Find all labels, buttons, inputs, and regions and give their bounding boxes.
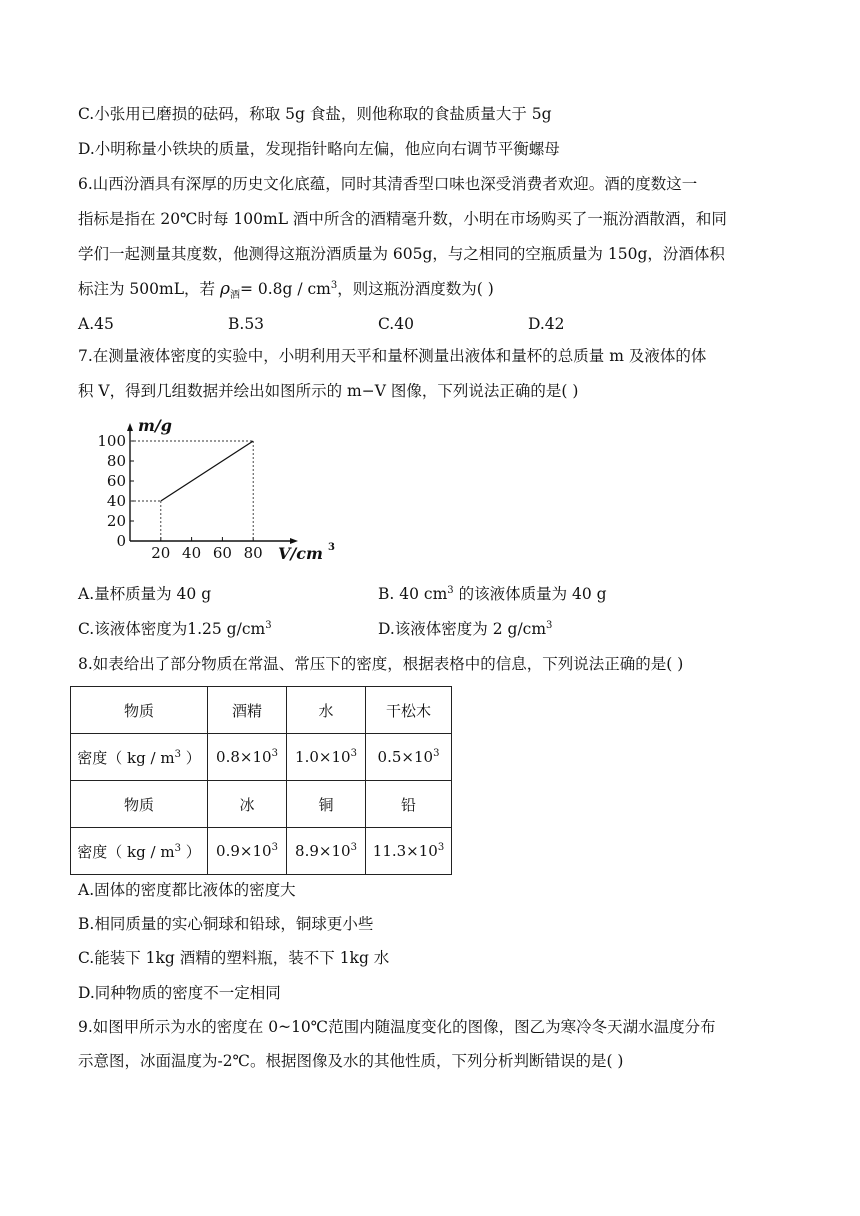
table-row xyxy=(71,781,452,828)
rho-symbol: ρ xyxy=(219,279,230,299)
density-value: 0.5×10 xyxy=(377,748,434,766)
q6-option-a: A.45 xyxy=(78,315,114,333)
table-cell-density-label xyxy=(71,734,208,781)
density-label-end: ） xyxy=(180,842,201,861)
q6-option-b: B.53 xyxy=(228,315,265,333)
q6-text-line-4 xyxy=(78,278,494,300)
table-row xyxy=(71,687,452,734)
density-exp: 3 xyxy=(437,842,445,853)
q8-option-a: A.固体的密度都比液体的密度大 xyxy=(78,881,296,899)
q6-text-line-3: 学们一起测量其度数，他测得这瓶汾酒质量为 605g，与之相同的空瓶质量为 150g，汾酒体积 xyxy=(78,245,725,263)
table-cell: 酒精 xyxy=(208,687,287,734)
y-tick-label: 20 xyxy=(106,512,126,530)
density-value: 11.3×10 xyxy=(372,842,438,860)
q7-option-d xyxy=(378,618,552,640)
density-label-text: 密度（ kg / m xyxy=(77,842,175,861)
q5-option-d: D.小明称量小铁块的质量，发现指针略向左偏，他应向右调节平衡螺母 xyxy=(78,140,560,158)
table-cell: 物质 xyxy=(71,781,208,828)
table-cell: 干松木 xyxy=(366,687,452,734)
m-v-graph xyxy=(90,408,335,568)
q8-option-d: D.同种物质的密度不一定相同 xyxy=(78,984,281,1002)
q7-option-b xyxy=(378,583,607,605)
q6-line4-suffix: ，则这瓶汾酒度数为( ) xyxy=(337,280,494,298)
y-tick-label: 40 xyxy=(106,492,126,510)
q7-option-d-exp: 3 xyxy=(546,619,553,631)
x-axis-label: V/cm xyxy=(278,544,323,563)
q7-option-c-text: C.该液体密度为1.25 g/cm xyxy=(78,620,266,638)
q8-option-c: C.能装下 1kg 酒精的塑料瓶，装不下 1kg 水 xyxy=(78,949,390,967)
density-label-text: 密度（ kg / m xyxy=(77,748,175,767)
density-table xyxy=(70,686,452,875)
y-tick-label: 0 xyxy=(116,532,126,550)
q7-text-line-1: 7.在测量液体密度的实验中，小明利用天平和量杯测量出液体和量杯的总质量 m 及液体的体 xyxy=(78,347,707,365)
q6-text-line-2: 指标是指在 20℃时每 100mL 酒中所含的酒精毫升数，小明在市场购买了一瓶汾酒散酒，和同 xyxy=(78,210,727,228)
density-exp: 3 xyxy=(433,748,440,759)
q9-text-line-1: 9.如图甲所示为水的密度在 0~10℃范围内随温度变化的图像，图乙为寒冷冬天湖水温度分布 xyxy=(78,1018,716,1036)
x-tick-label: 20 xyxy=(151,544,171,562)
q7-option-d-text: D.该液体密度为 2 g/cm xyxy=(378,620,547,638)
density-exp: 3 xyxy=(350,748,357,759)
y-tick-label: 60 xyxy=(106,472,126,490)
x-tick-label: 80 xyxy=(243,544,263,562)
series-line xyxy=(161,441,253,501)
density-value: 1.0×10 xyxy=(295,748,351,766)
y-axis-label: m/g xyxy=(138,416,172,435)
table-cell xyxy=(366,828,452,875)
q7-option-b-exp: 3 xyxy=(447,584,454,596)
table-row xyxy=(71,734,452,781)
y-tick-label: 80 xyxy=(106,452,126,470)
density-label-exp: 3 xyxy=(174,842,181,854)
x-tick-label: 40 xyxy=(182,544,202,562)
table-cell-density-label xyxy=(71,828,208,875)
q7-option-b-text: B. 40 cm xyxy=(378,585,448,603)
q6-line4-exponent: 3 xyxy=(330,279,338,291)
y-tick-label: 100 xyxy=(97,432,126,450)
density-exp: 3 xyxy=(350,842,357,853)
table-cell xyxy=(287,734,366,781)
table-cell: 水 xyxy=(287,687,366,734)
q7-option-c-exp: 3 xyxy=(265,619,272,631)
y-axis-arrow xyxy=(127,423,133,431)
density-exp: 3 xyxy=(271,748,278,759)
density-value: 0.9×10 xyxy=(216,842,272,860)
q7-text-line-2: 积 V，得到几组数据并绘出如图所示的 m−V 图像，下列说法正确的是( ) xyxy=(78,382,579,400)
table-row xyxy=(71,828,452,875)
x-axis-label-exponent: 3 xyxy=(328,542,335,553)
x-tick-label: 60 xyxy=(212,544,232,562)
q7-option-a: A.量杯质量为 40 g xyxy=(78,585,212,603)
density-exp: 3 xyxy=(271,842,278,853)
density-value: 0.8×10 xyxy=(216,748,272,766)
q9-text-line-2: 示意图，冰面温度为-2℃。根据图像及水的其他性质，下列分析判断错误的是( ) xyxy=(78,1052,624,1070)
q6-options xyxy=(78,313,778,335)
chart-plot xyxy=(97,416,335,563)
q6-option-c: C.40 xyxy=(378,315,414,333)
q5-option-c: C.小张用已磨损的砝码，称取 5g 食盐，则他称取的食盐质量大于 5g xyxy=(78,105,552,123)
q7-option-c xyxy=(78,618,272,640)
rho-subscript: 酒 xyxy=(229,290,240,302)
density-label-end: ） xyxy=(180,748,201,767)
q6-line4-equation: = 0.8g / cm xyxy=(239,280,331,298)
q7-option-b-tail: 的该液体质量为 40 g xyxy=(453,585,607,603)
q6-line4-prefix: 标注为 500mL，若 xyxy=(78,280,220,298)
table-cell xyxy=(208,734,287,781)
table-cell: 铜 xyxy=(287,781,366,828)
q7-options-row-1 xyxy=(78,583,778,605)
table-cell: 冰 xyxy=(208,781,287,828)
table-cell xyxy=(208,828,287,875)
q6-text-line-1: 6.山西汾酒具有深厚的历史文化底蕴，同时其清香型口味也深受消费者欢迎。酒的度数这一 xyxy=(78,175,698,193)
table-cell xyxy=(366,734,452,781)
q8-text-line-1: 8.如表给出了部分物质在常温、常压下的密度，根据表格中的信息，下列说法正确的是( ) xyxy=(78,655,684,673)
table-cell: 物质 xyxy=(71,687,208,734)
table-cell: 铅 xyxy=(366,781,452,828)
q6-option-d: D.42 xyxy=(528,315,565,333)
density-value: 8.9×10 xyxy=(295,842,351,860)
q7-options-row-2 xyxy=(78,618,778,640)
q8-option-b: B.相同质量的实心铜球和铅球，铜球更小些 xyxy=(78,915,374,933)
table-cell xyxy=(287,828,366,875)
density-label-exp: 3 xyxy=(174,748,181,760)
